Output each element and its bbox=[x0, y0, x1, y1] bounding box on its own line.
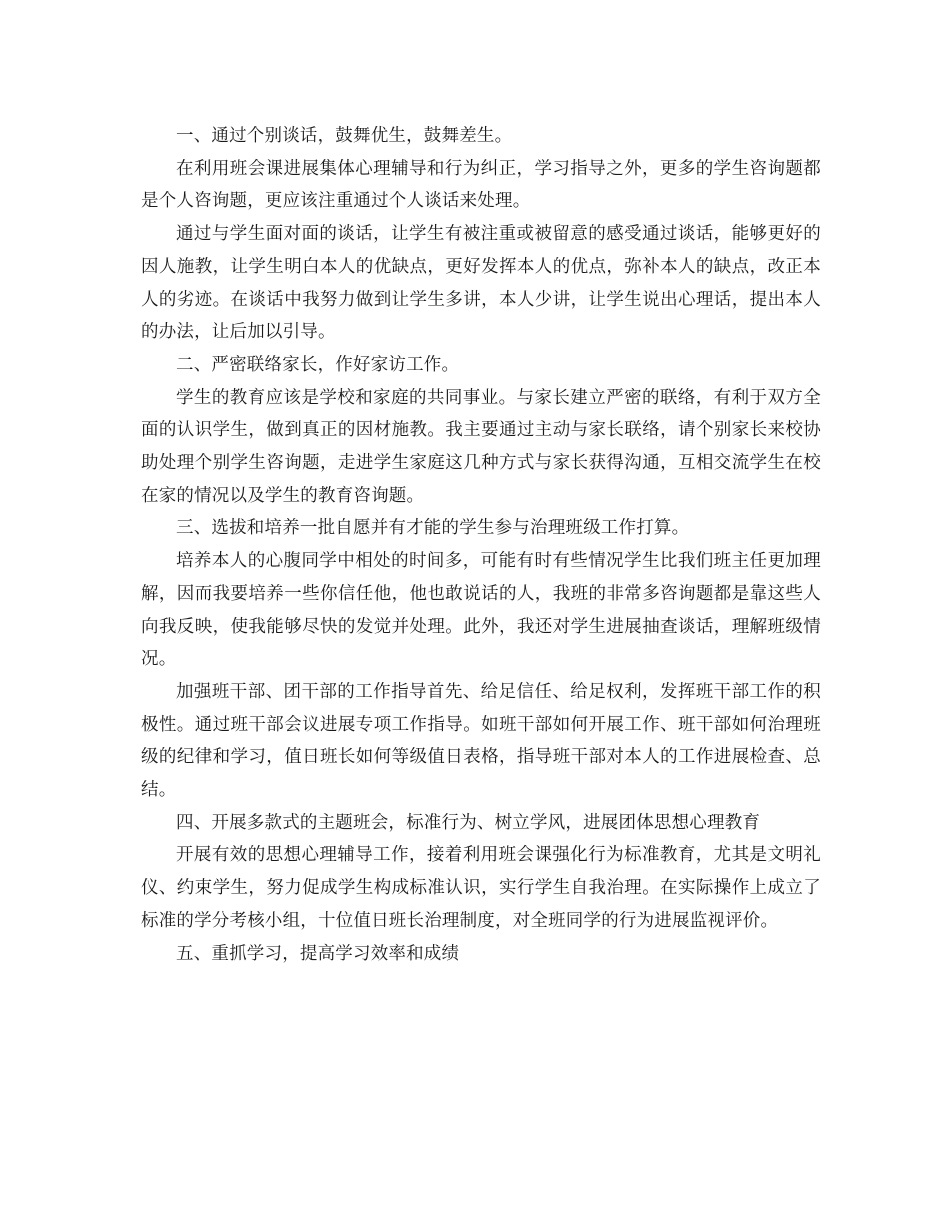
section-heading-1: 一、通过个别谈话，鼓舞优生，鼓舞差生。 bbox=[176, 126, 513, 146]
paragraph: 学生的教育应该是学校和家庭的共同事业。与家长建立严密的联络，有利于双方全面的认识学生，做到真正的因材施教。我主要通过主动与家长联络，请个别家长来校协助处理个别学生咨询题，走进学生家庭这几种方式与家长获得沟通，互相交流学生在校在家的情况以及学生的教育咨询题。 bbox=[141, 387, 821, 506]
paragraph: 通过与学生面对面的谈话，让学生有被注重或被留意的感受通过谈话，能够更好的因人施教，让学生明白本人的优缺点，更好发挥本人的优点，弥补本人的缺点，改正本人的劣迹。在谈话中我努力做到让学生多讲，本人少讲，让学生说出心理话，提出本人的办法，让后加以引导。 bbox=[141, 224, 821, 343]
section-heading-5: 五、重抓学习，提高学习效率和成绩 bbox=[176, 943, 460, 964]
paragraph: 培养本人的心腹同学中相处的时间多，可能有时有些情况学生比我们班主任更加理解，因而我要培养一些你信任他，他也敢说话的人，我班的非常多咨询题都是靠这些人向我反映，使我能够尽快的发觉并处理。此外，我还对学生进展抽查谈话，理解班级情况。 bbox=[141, 551, 821, 670]
paragraph: 加强班干部、团干部的工作指导首先、给足信任、给足权利，发挥班干部工作的积极性。通过班干部会议进展专项工作指导。如班干部如何开展工作、班干部如何治理班级的纪律和学习，值日班长如何等级值日表格，指导班干部对本人的工作进展检查、总结。 bbox=[141, 681, 821, 801]
paragraph: 在利用班会课进展集体心理辅导和行为纠正，学习指导之外，更多的学生咨询题都是个人咨询题，更应该注重通过个人谈话来处理。 bbox=[141, 158, 821, 212]
section-heading-2: 二、严密联络家长，作好家访工作。 bbox=[176, 354, 460, 375]
section-heading-4: 四、开展多款式的主题班会，标准行为、树立学风，进展团体思想心理教育 bbox=[176, 812, 761, 833]
document-body bbox=[141, 120, 821, 970]
paragraph: 开展有效的思想心理辅导工作，接着利用班会课强化行为标准教育，尤其是文明礼仪、约束学生，努力促成学生构成标准认识，实行学生自我治理。在实际操作上成立了标准的学分考核小组，十位值日班长治理制度，对全班同学的行为进展监视评价。 bbox=[141, 845, 821, 931]
section-heading-3: 三、选拔和培养一批自愿并有才能的学生参与治理班级工作打算。 bbox=[176, 518, 690, 539]
